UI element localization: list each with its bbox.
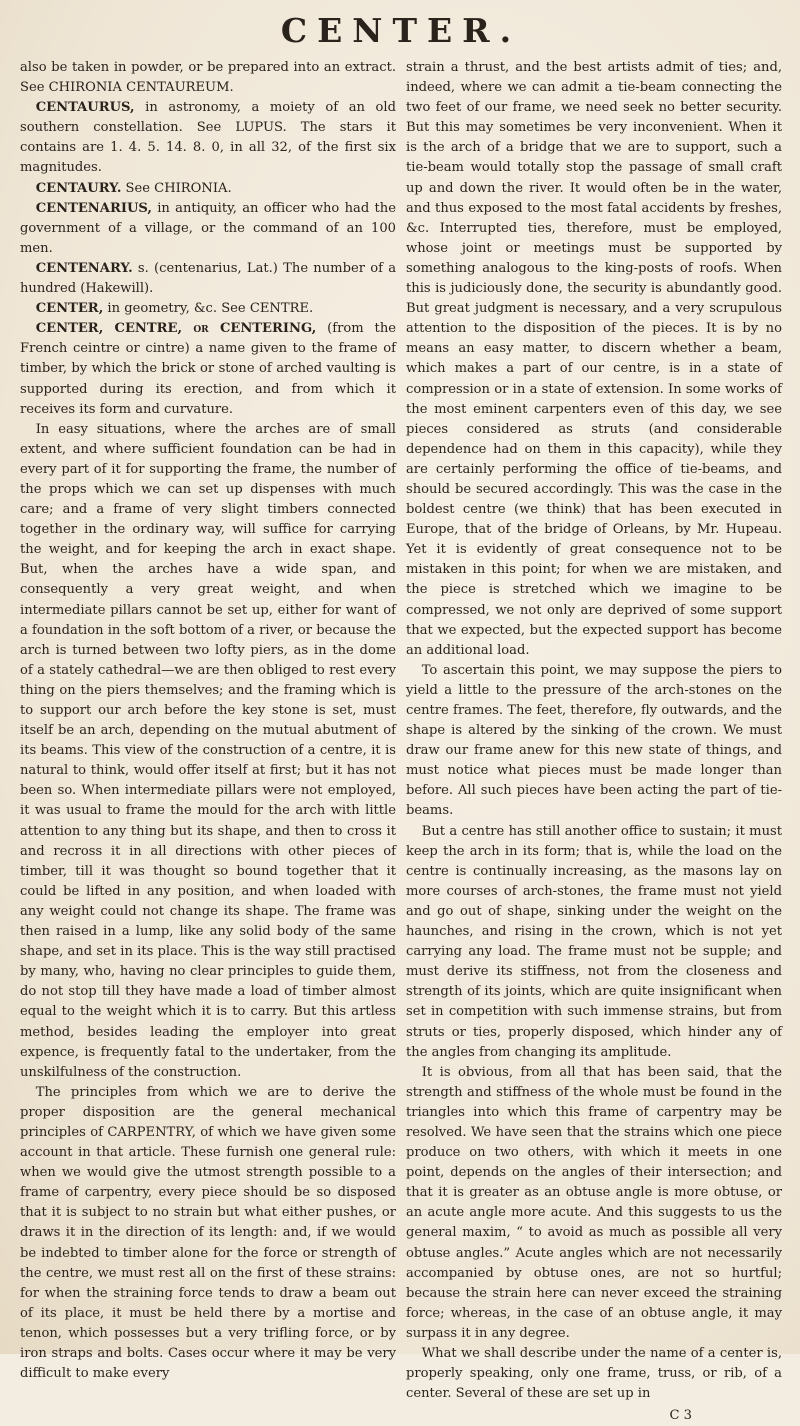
entry-centenarius bbox=[20, 199, 396, 259]
paragraph: To ascertain this point, we may suppose the piers to yield a little to the pressure of the arch-stones on the centre frames. The feet, therefore, fly outwards, and the shape is altered by the sinking of the crown. We must draw our frame anew for this new state of things, and must notice what pieces must be made longer than before. All such pieces have been acting the part of tie-beams. bbox=[406, 662, 782, 819]
entry-term: CENTER, bbox=[35, 301, 104, 317]
entry-text: in astronomy, a moiety of an old southern constellation. See LUPUS. The stars it contains are 1. 4. 5. 14. 8. 0, in all 32, of the first six magnitudes. bbox=[20, 100, 396, 176]
text-columns bbox=[20, 58, 782, 1426]
running-head: CENTER. bbox=[280, 11, 522, 50]
paragraph: What we shall describe under the name of a center is, properly speaking, only one frame, truss, or rib, of a center. Several of these are set up in bbox=[406, 1346, 782, 1402]
entry-text: (from the French ceintre or cintre) a name given to the frame of timber, by which the brick or stone of arched vaulting is supported during its erection, and from which it receives its form and curvature. bbox=[20, 321, 396, 417]
entry-center-centering bbox=[20, 319, 396, 419]
paragraph: The principles from which we are to derive the proper disposition are the general mechanical principles of CARPENTRY, of which we have given some account in that article. These furnish one general rule: when we would give the utmost strength possible to a frame of carpentry, every piece should be so disposed that it is subject to no strain but what either pushes, or draws it in the direction of its length: and, if we would be indebted to timber alone for the force or strength of the centre, we must rest all on the first of these strains: for when the straining force tends to draw a beam out of its place, it must be held there by a mortise and tenon, which possesses but a very trifling force, or by iron straps and bolts. Cases occur where it may be very difficult to make every bbox=[20, 1084, 396, 1382]
entry-center-geometry bbox=[20, 299, 396, 319]
entry-text: s. (centenarius, Lat.) The number of a hundred (Hakewill). bbox=[20, 260, 396, 297]
entry-term: CENTENARY. bbox=[35, 260, 133, 276]
entry-centaurus bbox=[20, 98, 396, 178]
entry-term: CENTENARIUS, bbox=[35, 200, 152, 216]
entry-term: CENTER, CENTRE, or CENTERING, bbox=[35, 321, 317, 337]
paragraph: strain a thrust, and the best artists admit of ties; and, indeed, where we can admit a tie-beam connecting the two feet of our frame, we need seek no better security. But this may sometimes be very inconvenient. When it is the arch of a bridge that we are to support, such a tie-beam would totally stop the passage of small craft up and down the river. It would often be in the water, and thus exposed to the most fatal accidents by freshes, &c. Interrupted ties, therefore, must be employed, whose joint or meetings must be supported by something analogous to the king-posts of roofs. When this is judiciously done, the security is abundantly good. But great judgment is necessary, and a very scrupulous attention to the disposition of the pieces. It is by no means an easy matter, to discern whether a beam, which makes a part of our centre, is in a state of compression or in a state of extension. In some works of the most eminent carpenters even of this day, we see pieces considered as struts (and considerable dependence had on them in this capacity), while they are certainly performing the office of tie-beams, and should be secured accordingly. This was the case in the boldest centre (we think) that has been executed in Europe, that of the bridge of Orleans, by Mr. Hupeau. Yet it is evidently of great consequence not to be mistaken in this point; for when we are mistaken, and the piece is stretched which we imagine to be compressed, we not only are deprived of some support that we expected, but the expected support has become an additional load. bbox=[406, 60, 782, 658]
signature-mark: C 3 bbox=[669, 1408, 692, 1424]
paragraph: also be taken in powder, or be prepared into an extract. See CHIRONIA CENTAUREUM. bbox=[20, 60, 396, 96]
right-column bbox=[406, 58, 782, 1426]
entry-centenary bbox=[20, 259, 396, 299]
entry-centaury bbox=[20, 179, 396, 199]
entry-term: CENTAURUS, bbox=[35, 100, 135, 116]
entry-text: in geometry, &c. See CENTRE. bbox=[103, 301, 314, 317]
entry-text: in antiquity, an officer who had the government of a village, or the command of an 100 men. bbox=[20, 200, 396, 256]
paragraph: In easy situations, where the arches are of small extent, and where sufficient foundation can be had in every part of it for supporting the frame, the number of the props which we can set up dispenses with much care; and a frame of very slight timbers connected together in the ordinary way, will suffice for carrying the weight, and for keeping the arch in exact shape. But, when the arches have a wide span, and consequently a very great weight, and when intermediate pillars cannot be set up, either for want of a foundation in the soft bottom of a river, or because the arch is turned between two lofty piers, as in the dome of a stately cathedral—we are then obliged to rest every thing on the piers themselves; and the framing which is to support our arch before the key stone is set, must itself be an arch, depending on the mutual abutment of its beams. This view of the construction of a centre, it is natural to think, would offer itself at first; but it has not been so. When intermediate pillars were not employed, it was usual to frame the mould for the arch with little attention to any thing but its shape, and then to cross it and recross it in all directions with other pieces of timber, till it was thought so bound together that it could be lifted in any position, and when loaded with any weight could not change its shape. The frame was then raised in a lump, like any solid body of the same shape, and set in its place. This is the way still practised by many, who, having no clear principles to guide them, do not stop till they have made a load of timber almost equal to the weight which it is to carry. But this artless method, besides leading the employer into great expence, is frequently fatal to the undertaker, from the unskilfulness of the construction. bbox=[20, 421, 396, 1080]
entry-text: See CHIRONIA. bbox=[121, 180, 232, 196]
left-column bbox=[20, 58, 396, 1426]
paragraph: It is obvious, from all that has been said, that the strength and stiffness of the whole must be found in the triangles into which this frame of carpentry may be resolved. We have seen that the strains which one piece produce on two others, with which it meets in one point, depends on the angles of their intersection; and that it is greater as an obtuse angle is more obtuse, or an acute angle more acute. And this suggests to us the general maxim, “ to avoid as much as possible all very obtuse angles.” Acute angles which are not necessarily accompanied by obtuse ones, are not so hurtful; because the strain here can never exceed the straining force; whereas, in the case of an obtuse angle, it may surpass it in any degree. bbox=[406, 1064, 782, 1341]
paragraph: But a centre has still another office to sustain; it must keep the arch in its form; that is, while the load on the centre is continually increasing, as the masons lay on more courses of arch-stones, the frame must not yield and go out of shape, sinking under the weight on the haunches, and rising in the crown, which is not yet carrying any load. The frame must not be supple; and must derive its stiffness, not from the closeness and strength of its joints, which are quite insignificant when set in competition with such immense strains, but from struts or ties, properly disposed, which hinder any of the angles from changing its amplitude. bbox=[406, 823, 782, 1060]
entry-term: CENTAURY. bbox=[35, 180, 122, 196]
